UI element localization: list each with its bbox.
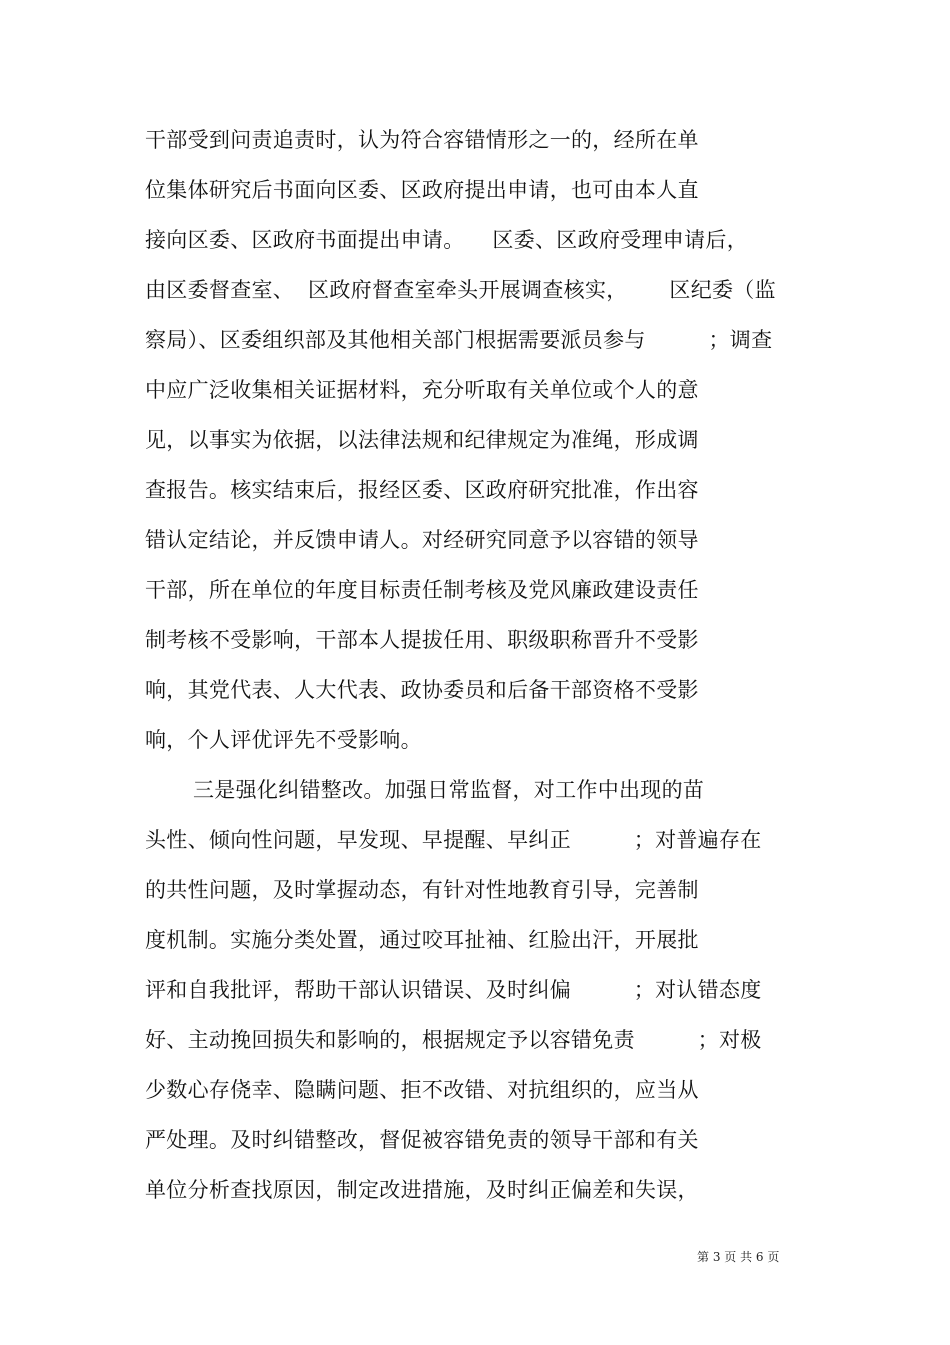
text-line: 干部受到问责追责时，认为符合容错情形之一的，经所在单	[145, 128, 699, 152]
text-line: 评和自我批评，帮助干部认识错误、及时纠偏 ；对认错态度	[145, 978, 762, 1002]
text-line: 接向区委、区政府书面提出申请。 区委、区政府受理申请后，	[145, 228, 748, 252]
text-line: 头性、倾向性问题，早发现、早提醒、早纠正 ；对普遍存在	[145, 828, 762, 852]
text-line: 由区委督查室、 区政府督查室牵头开展调查核实， 区纪委（监	[145, 278, 776, 302]
text-line: 制考核不受影响，干部本人提拔任用、职级职称晋升不受影	[145, 628, 699, 652]
text-line: 的共性问题，及时掌握动态，有针对性地教育引导，完善制	[145, 878, 699, 902]
text-line: 响，个人评优评先不受影响。	[145, 728, 422, 752]
text-line: 单位分析查找原因，制定改进措施，及时纠正偏差和失误，	[145, 1178, 699, 1202]
text-line: 错认定结论，并反馈申请人。对经研究同意予以容错的领导	[145, 528, 699, 552]
text-line: 好、主动挽回损失和影响的，根据规定予以容错免责 ；对极	[145, 1028, 762, 1052]
text-line: 严处理。及时纠错整改，督促被容错免责的领导干部和有关	[145, 1128, 699, 1152]
text-line: 度机制。实施分类处置，通过咬耳扯袖、红脸出汗，开展批	[145, 928, 699, 952]
text-line: 中应广泛收集相关证据材料，充分听取有关单位或个人的意	[145, 378, 699, 402]
text-line: 响，其党代表、人大代表、政协委员和后备干部资格不受影	[145, 678, 699, 702]
text-line: 察局）、区委组织部及其他相关部门根据需要派员参与 ；调查	[145, 328, 773, 352]
text-line: 位集体研究后书面向区委、区政府提出申请，也可由本人直	[145, 178, 699, 202]
page-number-footer: 第 3 页 共 6 页	[697, 1250, 780, 1264]
text-line: 干部，所在单位的年度目标责任制考核及党风廉政建设责任	[145, 578, 699, 602]
text-line: 少数心存侥幸、隐瞒问题、拒不改错、对抗组织的，应当从	[145, 1078, 699, 1102]
text-line: 见，以事实为依据，以法律法规和纪律规定为准绳，形成调	[145, 428, 699, 452]
paragraph-start-line: 三是强化纠错整改。加强日常监督，对工作中出现的苗	[193, 778, 705, 802]
text-line: 查报告。核实结束后，报经区委、区政府研究批准，作出容	[145, 478, 699, 502]
